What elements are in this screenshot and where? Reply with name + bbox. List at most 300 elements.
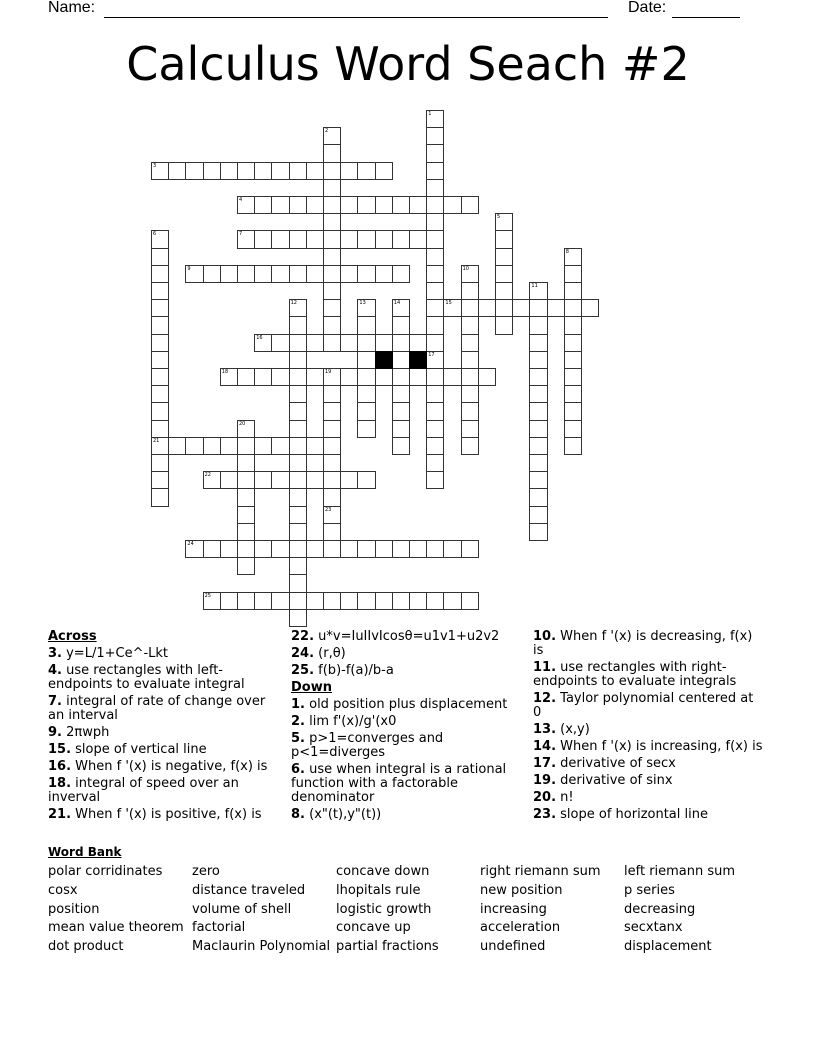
- grid-cell[interactable]: [529, 454, 547, 472]
- clue-number: 11: [531, 283, 538, 289]
- grid-cell[interactable]: [289, 299, 307, 317]
- grid-cell[interactable]: [426, 454, 444, 472]
- word-bank-item: polar corridinates: [48, 864, 163, 879]
- grid-cell[interactable]: [495, 248, 513, 266]
- grid-cell[interactable]: [564, 282, 582, 300]
- grid-cell[interactable]: [461, 368, 479, 386]
- grid-cell[interactable]: [426, 179, 444, 197]
- black-square: [409, 351, 427, 369]
- grid-cell[interactable]: [529, 299, 547, 317]
- grid-cell[interactable]: [323, 592, 341, 610]
- grid-cell[interactable]: [375, 334, 393, 352]
- grid-cell[interactable]: [271, 230, 289, 248]
- grid-cell[interactable]: [151, 402, 169, 420]
- grid-cell[interactable]: [443, 299, 461, 317]
- grid-cell[interactable]: [289, 592, 307, 610]
- grid-cell[interactable]: [340, 368, 358, 386]
- grid-cell[interactable]: [271, 540, 289, 558]
- grid-cell[interactable]: [151, 282, 169, 300]
- grid-cell[interactable]: [237, 368, 255, 386]
- grid-cell[interactable]: [564, 316, 582, 334]
- clue-number-label: 9.: [48, 725, 62, 740]
- grid-cell[interactable]: [254, 196, 272, 214]
- clue-number: 4: [239, 197, 243, 203]
- grid-cell[interactable]: [461, 402, 479, 420]
- grid-cell[interactable]: [168, 162, 186, 180]
- grid-cell[interactable]: [254, 592, 272, 610]
- grid-cell[interactable]: [392, 351, 410, 369]
- grid-cell[interactable]: [426, 334, 444, 352]
- grid-cell[interactable]: [340, 162, 358, 180]
- grid-cell[interactable]: [306, 162, 324, 180]
- down-clue-13: [533, 723, 765, 737]
- grid-cell[interactable]: [443, 368, 461, 386]
- word-bank-item: partial fractions: [336, 939, 439, 955]
- grid-cell[interactable]: [237, 557, 255, 575]
- grid-cell[interactable]: [461, 540, 479, 558]
- grid-cell[interactable]: [323, 334, 341, 352]
- grid-cell[interactable]: [323, 385, 341, 403]
- grid-cell[interactable]: [529, 402, 547, 420]
- grid-cell[interactable]: [237, 506, 255, 524]
- grid-cell[interactable]: [461, 265, 479, 283]
- grid-cell[interactable]: [271, 592, 289, 610]
- grid-cell[interactable]: [306, 230, 324, 248]
- grid-cell[interactable]: [203, 265, 221, 283]
- grid-cell[interactable]: [426, 592, 444, 610]
- grid-cell[interactable]: [254, 540, 272, 558]
- word-bank-item: p series: [624, 882, 675, 898]
- grid-cell[interactable]: [443, 196, 461, 214]
- grid-cell[interactable]: [254, 230, 272, 248]
- grid-cell[interactable]: [357, 351, 375, 369]
- grid-cell[interactable]: [203, 437, 221, 455]
- grid-cell[interactable]: [323, 127, 341, 145]
- grid-cell[interactable]: [220, 471, 238, 489]
- grid-cell[interactable]: [564, 385, 582, 403]
- grid-cell[interactable]: [289, 334, 307, 352]
- grid-cell[interactable]: [323, 230, 341, 248]
- grid-cell[interactable]: [306, 592, 324, 610]
- grid-cell[interactable]: [203, 592, 221, 610]
- grid-cell[interactable]: [271, 471, 289, 489]
- grid-cell[interactable]: [426, 265, 444, 283]
- grid-cell[interactable]: [426, 437, 444, 455]
- grid-cell[interactable]: [392, 402, 410, 420]
- grid-cell[interactable]: [151, 471, 169, 489]
- grid-cell[interactable]: [237, 196, 255, 214]
- grid-cell[interactable]: [220, 592, 238, 610]
- grid-cell[interactable]: [237, 540, 255, 558]
- across-clue-3: [48, 647, 276, 661]
- grid-cell[interactable]: [203, 471, 221, 489]
- grid-cell[interactable]: [306, 334, 324, 352]
- grid-cell[interactable]: [237, 230, 255, 248]
- grid-cell[interactable]: [323, 196, 341, 214]
- clue-number: 16: [256, 334, 263, 341]
- grid-cell[interactable]: [306, 471, 324, 489]
- grid-cell[interactable]: [529, 351, 547, 369]
- grid-cell[interactable]: [289, 523, 307, 541]
- grid-cell[interactable]: [461, 437, 479, 455]
- grid-cell[interactable]: [237, 437, 255, 455]
- grid-cell[interactable]: [392, 265, 410, 283]
- grid-cell[interactable]: [529, 316, 547, 334]
- grid-cell[interactable]: [323, 368, 341, 386]
- grid-cell[interactable]: [375, 265, 393, 283]
- grid-cell[interactable]: [529, 334, 547, 352]
- grid-cell[interactable]: [357, 368, 375, 386]
- grid-cell[interactable]: [340, 230, 358, 248]
- grid-cell[interactable]: [426, 299, 444, 317]
- grid-cell[interactable]: [529, 420, 547, 438]
- grid-cell[interactable]: [306, 540, 324, 558]
- grid-cell[interactable]: [357, 540, 375, 558]
- grid-cell[interactable]: [306, 196, 324, 214]
- grid-cell[interactable]: [564, 437, 582, 455]
- grid-cell[interactable]: [409, 592, 427, 610]
- grid-cell[interactable]: [478, 368, 496, 386]
- grid-cell[interactable]: [392, 316, 410, 334]
- grid-cell[interactable]: [426, 540, 444, 558]
- grid-cell[interactable]: [495, 230, 513, 248]
- clue-number: 2: [325, 128, 329, 135]
- grid-cell[interactable]: [529, 385, 547, 403]
- grid-cell[interactable]: [357, 265, 375, 283]
- grid-cell[interactable]: [340, 471, 358, 489]
- grid-cell[interactable]: [392, 230, 410, 248]
- grid-cell[interactable]: [151, 230, 169, 248]
- grid-cell[interactable]: [237, 523, 255, 541]
- grid-cell[interactable]: [185, 162, 203, 180]
- grid-cell[interactable]: [478, 299, 496, 317]
- clue-number: 24: [187, 541, 194, 547]
- grid-cell[interactable]: [340, 196, 358, 214]
- grid-cell[interactable]: [151, 368, 169, 386]
- grid-cell[interactable]: [151, 385, 169, 403]
- grid-cell[interactable]: [271, 334, 289, 352]
- grid-cell[interactable]: [237, 454, 255, 472]
- word-bank-item: new position: [480, 882, 563, 898]
- grid-cell[interactable]: [564, 334, 582, 352]
- grid-cell[interactable]: [254, 334, 272, 352]
- grid-cell[interactable]: [151, 351, 169, 369]
- grid-cell[interactable]: [547, 299, 565, 317]
- grid-cell[interactable]: [375, 230, 393, 248]
- clue-number: 3: [153, 162, 157, 169]
- grid-cell[interactable]: [426, 127, 444, 145]
- grid-cell[interactable]: [392, 368, 410, 386]
- clue-number-label: 7.: [48, 694, 62, 709]
- grid-cell[interactable]: [564, 265, 582, 283]
- grid-cell[interactable]: [271, 437, 289, 455]
- grid-cell[interactable]: [151, 488, 169, 506]
- grid-cell[interactable]: [237, 592, 255, 610]
- clue-number: 14: [393, 300, 401, 307]
- grid-cell[interactable]: [426, 420, 444, 438]
- grid-cell[interactable]: [495, 213, 513, 231]
- grid-cell[interactable]: [323, 523, 341, 541]
- clue-text: slope of vertical line: [71, 742, 207, 757]
- grid-cell[interactable]: [323, 402, 341, 420]
- grid-cell[interactable]: [392, 420, 410, 438]
- grid-cell[interactable]: [564, 248, 582, 266]
- clue-text: f(b)-f(a)/b-a: [314, 663, 394, 678]
- clue-number-label: 13.: [533, 722, 557, 737]
- grid-cell[interactable]: [323, 299, 341, 317]
- clue-text: derivative of sinx: [556, 773, 673, 788]
- grid-cell[interactable]: [529, 282, 547, 300]
- grid-cell[interactable]: [375, 162, 393, 180]
- grid-cell[interactable]: [289, 402, 307, 420]
- grid-cell[interactable]: [323, 420, 341, 438]
- grid-cell[interactable]: [564, 351, 582, 369]
- grid-cell[interactable]: [357, 592, 375, 610]
- grid-cell[interactable]: [426, 248, 444, 266]
- grid-cell[interactable]: [306, 437, 324, 455]
- grid-cell[interactable]: [529, 523, 547, 541]
- grid-cell[interactable]: [529, 506, 547, 524]
- grid-cell[interactable]: [323, 179, 341, 197]
- grid-cell[interactable]: [461, 385, 479, 403]
- grid-cell[interactable]: [392, 299, 410, 317]
- clue-number: 8: [565, 248, 569, 255]
- grid-cell[interactable]: [237, 488, 255, 506]
- word-bank-item: cosx: [48, 882, 78, 898]
- grid-cell[interactable]: [375, 592, 393, 610]
- grid-cell[interactable]: [151, 334, 169, 352]
- grid-cell[interactable]: [357, 334, 375, 352]
- grid-cell[interactable]: [426, 402, 444, 420]
- grid-cell[interactable]: [289, 609, 307, 627]
- grid-cell[interactable]: [220, 265, 238, 283]
- grid-cell[interactable]: [237, 162, 255, 180]
- grid-cell[interactable]: [220, 437, 238, 455]
- grid-cell[interactable]: [289, 265, 307, 283]
- grid-cell[interactable]: [495, 299, 513, 317]
- grid-cell[interactable]: [392, 334, 410, 352]
- grid-cell[interactable]: [426, 144, 444, 162]
- grid-cell[interactable]: [323, 213, 341, 231]
- grid-cell[interactable]: [461, 351, 479, 369]
- grid-cell[interactable]: [340, 334, 358, 352]
- grid-cell[interactable]: [151, 454, 169, 472]
- grid-cell[interactable]: [289, 540, 307, 558]
- grid-cell[interactable]: [151, 316, 169, 334]
- grid-cell[interactable]: [340, 265, 358, 283]
- grid-cell[interactable]: [529, 488, 547, 506]
- grid-cell[interactable]: [220, 162, 238, 180]
- grid-cell[interactable]: [289, 437, 307, 455]
- grid-cell[interactable]: [495, 316, 513, 334]
- grid-cell[interactable]: [461, 316, 479, 334]
- grid-cell[interactable]: [426, 230, 444, 248]
- grid-cell[interactable]: [289, 196, 307, 214]
- grid-cell[interactable]: [151, 265, 169, 283]
- grid-cell[interactable]: [289, 385, 307, 403]
- grid-cell[interactable]: [409, 230, 427, 248]
- clue-text: Taylor polynomial centered at 0: [533, 691, 754, 720]
- grid-cell[interactable]: [529, 368, 547, 386]
- grid-cell[interactable]: [323, 506, 341, 524]
- down-clue-2: [291, 715, 519, 729]
- grid-cell[interactable]: [323, 488, 341, 506]
- grid-cell[interactable]: [185, 265, 203, 283]
- clue-text: lim f'(x)/g'(x0: [304, 714, 397, 729]
- grid-cell[interactable]: [289, 574, 307, 592]
- grid-cell[interactable]: [564, 299, 582, 317]
- grid-cell[interactable]: [323, 144, 341, 162]
- grid-cell[interactable]: [289, 557, 307, 575]
- grid-cell[interactable]: [461, 420, 479, 438]
- grid-cell[interactable]: [357, 196, 375, 214]
- grid-cell[interactable]: [461, 282, 479, 300]
- grid-cell[interactable]: [426, 351, 444, 369]
- grid-cell[interactable]: [512, 299, 530, 317]
- word-bank-item: volume of shell: [192, 901, 292, 917]
- grid-cell[interactable]: [392, 437, 410, 455]
- grid-cell[interactable]: [426, 162, 444, 180]
- grid-cell[interactable]: [461, 299, 479, 317]
- grid-cell[interactable]: [409, 196, 427, 214]
- down-clue-14: [533, 740, 765, 754]
- grid-cell[interactable]: [289, 368, 307, 386]
- grid-cell[interactable]: [254, 471, 272, 489]
- grid-cell[interactable]: [409, 334, 427, 352]
- grid-cell[interactable]: [237, 420, 255, 438]
- grid-cell[interactable]: [426, 110, 444, 128]
- clue-number-label: 19.: [533, 773, 557, 788]
- grid-cell[interactable]: [323, 282, 341, 300]
- across-clue-24: [291, 647, 519, 661]
- grid-cell[interactable]: [564, 402, 582, 420]
- grid-cell[interactable]: [392, 385, 410, 403]
- grid-cell[interactable]: [254, 162, 272, 180]
- grid-cell[interactable]: [323, 454, 341, 472]
- grid-cell[interactable]: [426, 385, 444, 403]
- grid-cell[interactable]: [392, 540, 410, 558]
- grid-cell[interactable]: [461, 334, 479, 352]
- grid-cell[interactable]: [254, 368, 272, 386]
- grid-cell[interactable]: [357, 230, 375, 248]
- grid-cell[interactable]: [357, 471, 375, 489]
- grid-cell[interactable]: [375, 540, 393, 558]
- clue-number-label: 10.: [533, 629, 557, 644]
- grid-cell[interactable]: [168, 437, 186, 455]
- grid-cell[interactable]: [220, 540, 238, 558]
- grid-cell[interactable]: [426, 368, 444, 386]
- grid-cell[interactable]: [289, 316, 307, 334]
- word-bank-item: undefined: [480, 939, 546, 955]
- grid-cell[interactable]: [220, 368, 238, 386]
- grid-cell[interactable]: [237, 471, 255, 489]
- grid-cell[interactable]: [323, 265, 341, 283]
- grid-cell[interactable]: [323, 162, 341, 180]
- grid-cell[interactable]: [237, 265, 255, 283]
- clue-number-label: 4.: [48, 663, 62, 678]
- grid-cell[interactable]: [289, 420, 307, 438]
- grid-cell[interactable]: [289, 488, 307, 506]
- grid-cell[interactable]: [323, 248, 341, 266]
- grid-cell[interactable]: [151, 162, 169, 180]
- grid-cell[interactable]: [375, 368, 393, 386]
- grid-cell[interactable]: [443, 592, 461, 610]
- clue-number-label: 22.: [291, 629, 315, 644]
- grid-cell[interactable]: [461, 196, 479, 214]
- grid-cell[interactable]: [185, 437, 203, 455]
- grid-cell[interactable]: [185, 540, 203, 558]
- grid-cell[interactable]: [375, 196, 393, 214]
- grid-cell[interactable]: [357, 299, 375, 317]
- grid-cell[interactable]: [357, 162, 375, 180]
- grid-cell[interactable]: [340, 592, 358, 610]
- grid-cell[interactable]: [306, 368, 324, 386]
- grid-cell[interactable]: [151, 299, 169, 317]
- grid-cell[interactable]: [581, 299, 599, 317]
- grid-cell[interactable]: [529, 437, 547, 455]
- grid-cell[interactable]: [357, 420, 375, 438]
- clue-text: derivative of secx: [556, 756, 676, 771]
- grid-cell[interactable]: [203, 162, 221, 180]
- grid-cell[interactable]: [323, 437, 341, 455]
- grid-cell[interactable]: [495, 282, 513, 300]
- clue-text: use rectangles with right-endpoints to evaluate integrals: [533, 660, 737, 689]
- grid-cell[interactable]: [151, 437, 169, 455]
- grid-cell[interactable]: [426, 471, 444, 489]
- grid-cell[interactable]: [426, 213, 444, 231]
- grid-cell[interactable]: [271, 265, 289, 283]
- grid-cell[interactable]: [254, 437, 272, 455]
- grid-cell[interactable]: [323, 471, 341, 489]
- grid-cell[interactable]: [271, 196, 289, 214]
- clue-number-label: 1.: [291, 697, 305, 712]
- grid-cell[interactable]: [529, 471, 547, 489]
- grid-cell[interactable]: [357, 316, 375, 334]
- grid-cell[interactable]: [461, 592, 479, 610]
- grid-cell[interactable]: [203, 540, 221, 558]
- grid-cell[interactable]: [271, 368, 289, 386]
- grid-cell[interactable]: [357, 402, 375, 420]
- clue-text: p>1=converges and p<1=diverges: [291, 731, 444, 760]
- grid-cell[interactable]: [323, 316, 341, 334]
- grid-cell[interactable]: [306, 265, 324, 283]
- grid-cell[interactable]: [564, 420, 582, 438]
- grid-cell[interactable]: [495, 265, 513, 283]
- grid-cell[interactable]: [443, 540, 461, 558]
- grid-cell[interactable]: [289, 230, 307, 248]
- grid-cell[interactable]: [392, 592, 410, 610]
- grid-cell[interactable]: [357, 385, 375, 403]
- grid-cell[interactable]: [254, 265, 272, 283]
- grid-cell[interactable]: [426, 196, 444, 214]
- grid-cell[interactable]: [409, 540, 427, 558]
- grid-cell[interactable]: [564, 368, 582, 386]
- grid-cell[interactable]: [289, 351, 307, 369]
- grid-cell[interactable]: [426, 282, 444, 300]
- grid-cell[interactable]: [409, 368, 427, 386]
- grid-cell[interactable]: [340, 540, 358, 558]
- grid-cell[interactable]: [151, 248, 169, 266]
- grid-cell[interactable]: [289, 471, 307, 489]
- grid-cell[interactable]: [289, 506, 307, 524]
- grid-cell[interactable]: [271, 162, 289, 180]
- grid-cell[interactable]: [392, 196, 410, 214]
- grid-cell[interactable]: [151, 420, 169, 438]
- grid-cell[interactable]: [426, 316, 444, 334]
- grid-cell[interactable]: [289, 454, 307, 472]
- grid-cell[interactable]: [289, 162, 307, 180]
- grid-cell[interactable]: [323, 540, 341, 558]
